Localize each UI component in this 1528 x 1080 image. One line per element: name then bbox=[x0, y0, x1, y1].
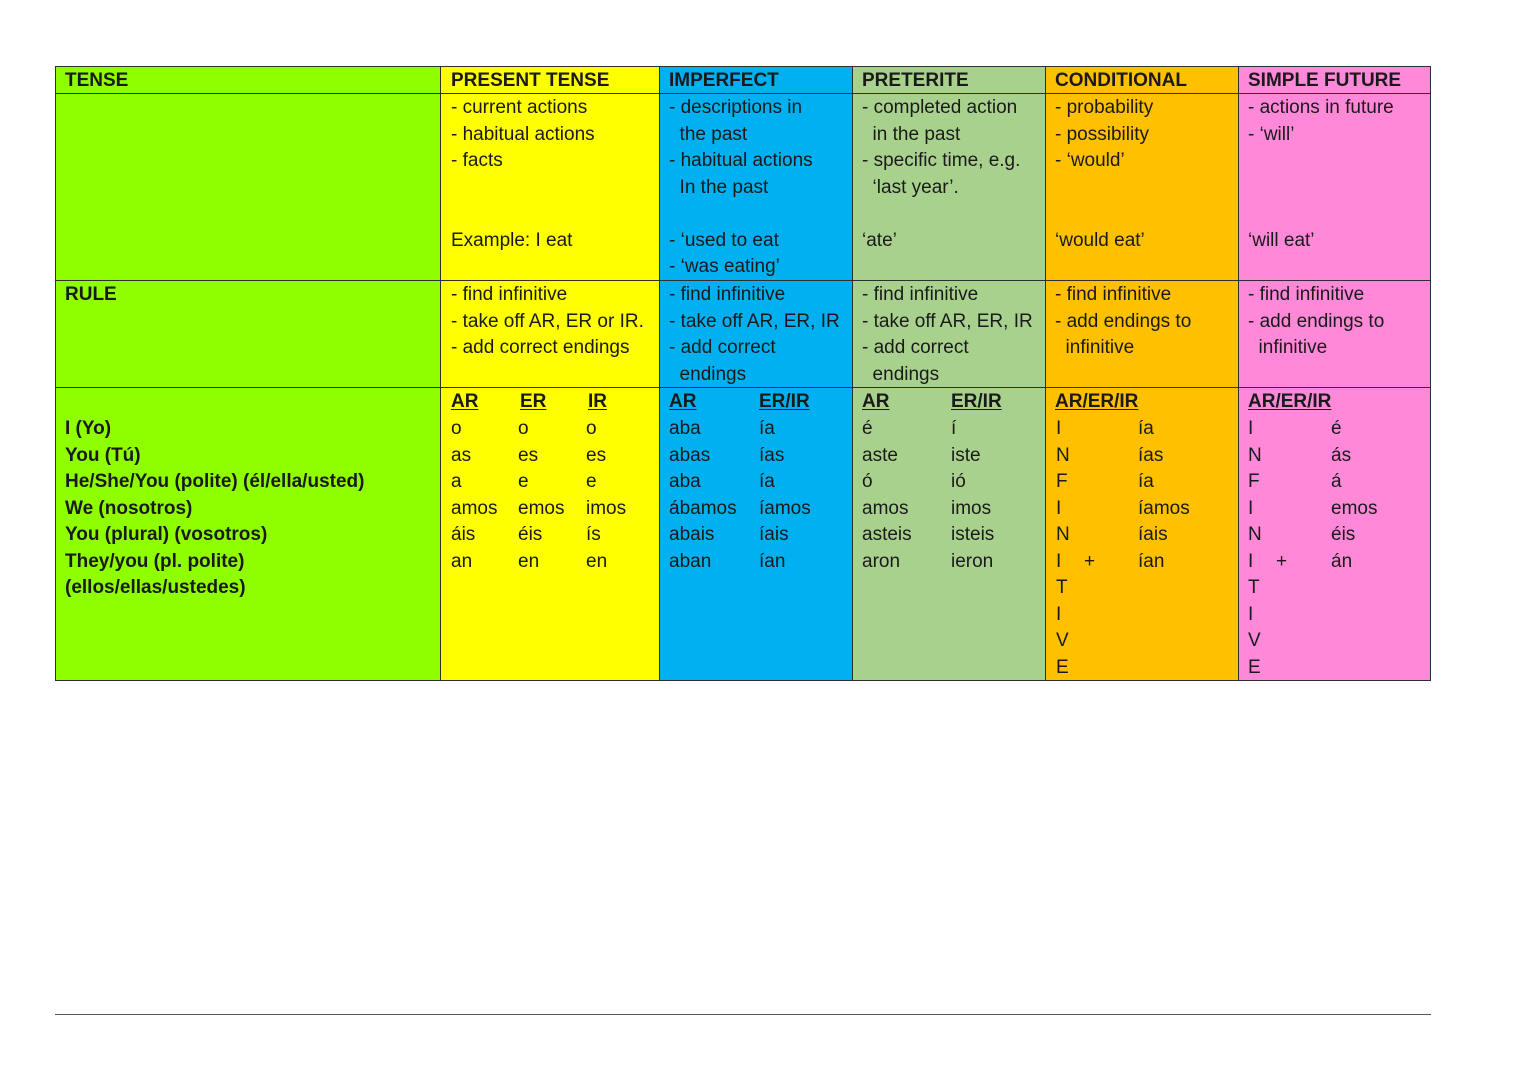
rule-preterite: - find infinitive - take off AR, ER, IR - add correct endings bbox=[862, 284, 1033, 385]
footer-rule bbox=[55, 1014, 1431, 1015]
future-head: AR/ER/IR bbox=[1248, 391, 1332, 412]
conditional-infinitive-letters: I N F I N I T I V E bbox=[1056, 418, 1070, 678]
header-future: SIMPLE FUTURE bbox=[1248, 70, 1402, 91]
conditional-endings: ía ías ía íamos íais ían bbox=[1138, 418, 1190, 572]
preterite-ar-head: AR bbox=[862, 391, 890, 412]
header-present: PRESENT TENSE bbox=[451, 70, 610, 91]
uses-imperfect: - descriptions in the past - habitual actions In the past - ‘used to eat - ‘was eating’ bbox=[669, 97, 813, 277]
imperfect-erir-endings: ía ías ía íamos íais ían bbox=[759, 418, 811, 572]
rule-label: RULE bbox=[65, 284, 117, 305]
present-ir-endings: o es e imos ís en bbox=[586, 418, 627, 572]
future-endings: é ás á emos éis án bbox=[1331, 418, 1378, 572]
rule-present: - find infinitive - take off AR, ER or IR. - add correct endings bbox=[451, 284, 644, 358]
uses-future: - actions in future - ‘will’ ‘will eat’ bbox=[1248, 97, 1394, 251]
imperfect-ar-endings: aba abas aba ábamos abais aban bbox=[669, 418, 737, 572]
present-ir-head: IR bbox=[588, 391, 607, 412]
preterite-erir-head: ER/IR bbox=[951, 391, 1002, 412]
conditional-plus-sign: + bbox=[1084, 551, 1096, 572]
future-plus-sign: + bbox=[1276, 551, 1288, 572]
imperfect-ar-head: AR bbox=[669, 391, 697, 412]
present-er-endings: o es e emos éis en bbox=[518, 418, 565, 572]
uses-present: - current actions - habitual actions - facts Example: I eat bbox=[451, 97, 595, 251]
present-er-head: ER bbox=[520, 391, 547, 412]
header-preterite: PRETERITE bbox=[862, 70, 969, 91]
rule-imperfect: - find infinitive - take off AR, ER, IR - add correct endings bbox=[669, 284, 840, 385]
uses-conditional: - probability - possibility - ‘would’ ‘would eat’ bbox=[1055, 97, 1154, 251]
present-ar-endings: o as a amos áis an bbox=[451, 418, 498, 572]
conditional-head: AR/ER/IR bbox=[1055, 391, 1139, 412]
header-conditional: CONDITIONAL bbox=[1055, 70, 1187, 91]
rule-future: - find infinitive - add endings to infinitive bbox=[1248, 284, 1385, 358]
preterite-erir-endings: í iste ió imos isteis ieron bbox=[951, 418, 995, 572]
pronoun-list: I (Yo) You (Tú) He/She/You (polite) (él/ella/usted) We (nosotros) You (plural) (vosotros) They/you (pl. polite) (ellos/ellas/ustedes) bbox=[65, 418, 365, 598]
uses-preterite: - completed action in the past - specific time, e.g. ‘last year’. ‘ate’ bbox=[862, 97, 1021, 251]
header-imperfect: IMPERFECT bbox=[669, 70, 779, 91]
preterite-ar-endings: é aste ó amos asteis aron bbox=[862, 418, 912, 572]
header-tense: TENSE bbox=[65, 70, 129, 91]
present-ar-head: AR bbox=[451, 391, 479, 412]
rule-conditional: - find infinitive - add endings to infinitive bbox=[1055, 284, 1192, 358]
future-infinitive-letters: I N F I N I T I V E bbox=[1248, 418, 1262, 678]
imperfect-erir-head: ER/IR bbox=[759, 391, 810, 412]
